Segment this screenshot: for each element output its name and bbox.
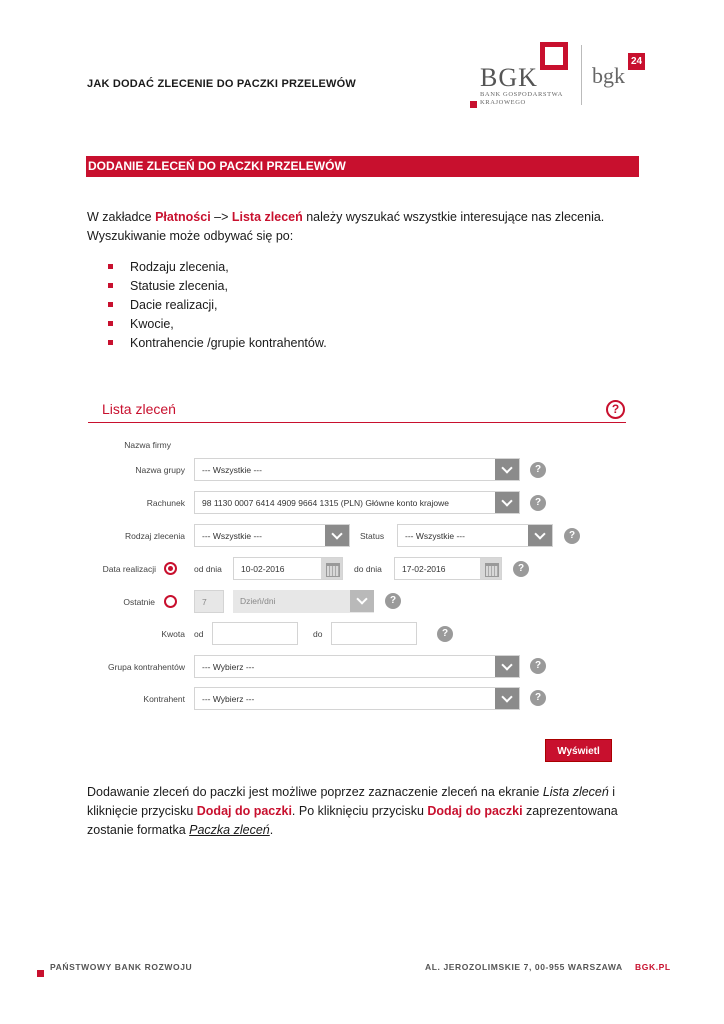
paczka-zlecen-link: Paczka zleceń: [189, 823, 270, 837]
last-unit-select[interactable]: Dzień/dni: [233, 590, 374, 613]
logo-bgk24-text: bgk: [592, 63, 625, 88]
outro-paragraph: Dodawanie zleceń do paczki jest możliwe poprzez zaznaczenie zleceń na ekranie Lista zleceń i kliknięcie przycisku Dodaj do paczki. Po kliknięciu przycisku Dodaj do paczki zaprezentowana zostanie formatka Paczka zleceń.: [87, 785, 618, 837]
help-icon[interactable]: ?: [530, 462, 546, 478]
footer-square-icon: [37, 970, 44, 977]
bullet-icon: [108, 302, 113, 307]
help-icon[interactable]: ?: [385, 593, 401, 609]
date-radio[interactable]: [164, 562, 177, 575]
group-label: Nazwa grupy: [135, 465, 185, 475]
bullet-icon: [108, 340, 113, 345]
amount-from-label: od: [194, 629, 204, 639]
list-item: Rodzaju zlecenia,: [108, 258, 327, 277]
footer-address: AL. JEROZOLIMSKIE 7, 00-955 WARSZAWA: [425, 962, 623, 972]
amount-from-input[interactable]: [212, 622, 298, 645]
help-icon[interactable]: ?: [606, 400, 625, 419]
logo-small-square-icon: [470, 101, 477, 108]
logo-divider: [581, 45, 582, 105]
footer-url[interactable]: BGK.PL: [635, 962, 671, 972]
chevron-down-icon[interactable]: [325, 524, 350, 547]
bullet-icon: [108, 283, 113, 288]
bullet-icon: [108, 264, 113, 269]
chevron-down-icon[interactable]: [350, 590, 374, 612]
chevron-down-icon[interactable]: [495, 458, 520, 481]
logo-24-badge: 24: [628, 53, 645, 70]
calendar-icon[interactable]: [321, 557, 343, 580]
logo-square-icon: [540, 42, 568, 70]
last-label: Ostatnie: [123, 597, 155, 607]
bullet-icon: [108, 321, 113, 326]
status-label: Status: [360, 531, 385, 541]
account-label: Rachunek: [146, 498, 185, 508]
help-icon[interactable]: ?: [530, 495, 546, 511]
order-type-label: Rodzaj zlecenia: [124, 531, 185, 541]
contractor-select[interactable]: --- Wybierz ---: [194, 687, 520, 710]
lista-zlecen-highlight: Lista zleceń: [231, 210, 303, 224]
to-date-input[interactable]: 17-02-2016: [394, 557, 502, 580]
calendar-icon[interactable]: [480, 557, 502, 580]
panel-divider: [88, 422, 626, 423]
help-icon[interactable]: ?: [437, 626, 453, 642]
order-type-select[interactable]: --- Wszystkie ---: [194, 524, 350, 547]
list-item: Kontrahencie /grupie kontrahentów.: [108, 334, 327, 353]
chevron-down-icon[interactable]: [495, 491, 520, 514]
contractor-group-select[interactable]: --- Wybierz ---: [194, 655, 520, 678]
lista-zlecen-screenshot: [88, 395, 628, 767]
help-icon[interactable]: ?: [530, 690, 546, 706]
contractor-group-label: Grupa kontrahentów: [107, 662, 185, 672]
company-label: Nazwa firmy: [124, 440, 171, 450]
amount-to-label: do: [313, 629, 323, 639]
logo-subtitle: BANK GOSPODARSTWA KRAJOWEGO: [480, 91, 563, 106]
to-date-label: do dnia: [354, 564, 382, 574]
status-select[interactable]: --- Wszystkie ---: [397, 524, 553, 547]
last-radio[interactable]: [164, 595, 177, 608]
help-icon[interactable]: ?: [530, 658, 546, 674]
amount-label: Kwota: [161, 629, 185, 639]
bgk-logo: [470, 41, 650, 111]
date-label: Data realizacji: [102, 564, 156, 574]
dodaj-do-paczki-highlight: Dodaj do paczki: [427, 804, 523, 818]
last-number-input[interactable]: 7: [194, 590, 224, 613]
from-date-label: od dnia: [194, 564, 222, 574]
show-button[interactable]: Wyświetl: [545, 739, 612, 762]
section-header: DODANIE ZLECEŃ DO PACZKI PRZELEWÓW: [86, 156, 639, 177]
list-item: Kwocie,: [108, 315, 327, 334]
intro-paragraph: W zakładce Płatności –> Lista zleceń należy wyszukać wszystkie interesujące nas zlecenia. Wyszukiwanie może odbywać się po:: [87, 210, 605, 243]
help-icon[interactable]: ?: [513, 561, 529, 577]
account-select[interactable]: 98 1130 0007 6414 4909 9664 1315 (PLN) Główne konto krajowe: [194, 491, 520, 514]
document-title: JAK DODAĆ ZLECENIE DO PACZKI PRZELEWÓW: [87, 78, 356, 90]
from-date-input[interactable]: 10-02-2016: [233, 557, 343, 580]
list-item: Statusie zlecenia,: [108, 277, 327, 296]
search-criteria-list: [108, 258, 327, 353]
help-icon[interactable]: ?: [564, 528, 580, 544]
chevron-down-icon[interactable]: [528, 524, 553, 547]
footer-tagline: PAŃSTWOWY BANK ROZWOJU: [50, 962, 193, 972]
list-item: Dacie realizacji,: [108, 296, 327, 315]
chevron-down-icon[interactable]: [495, 655, 520, 678]
logo-bgk-text: BGK: [480, 63, 538, 92]
contractor-label: Kontrahent: [143, 694, 185, 704]
panel-title: Lista zleceń: [102, 401, 176, 417]
chevron-down-icon[interactable]: [495, 687, 520, 710]
platnosci-highlight: Płatności: [155, 210, 211, 224]
dodaj-do-paczki-highlight: Dodaj do paczki: [196, 804, 292, 818]
group-select[interactable]: --- Wszystkie ---: [194, 458, 520, 481]
amount-to-input[interactable]: [331, 622, 417, 645]
